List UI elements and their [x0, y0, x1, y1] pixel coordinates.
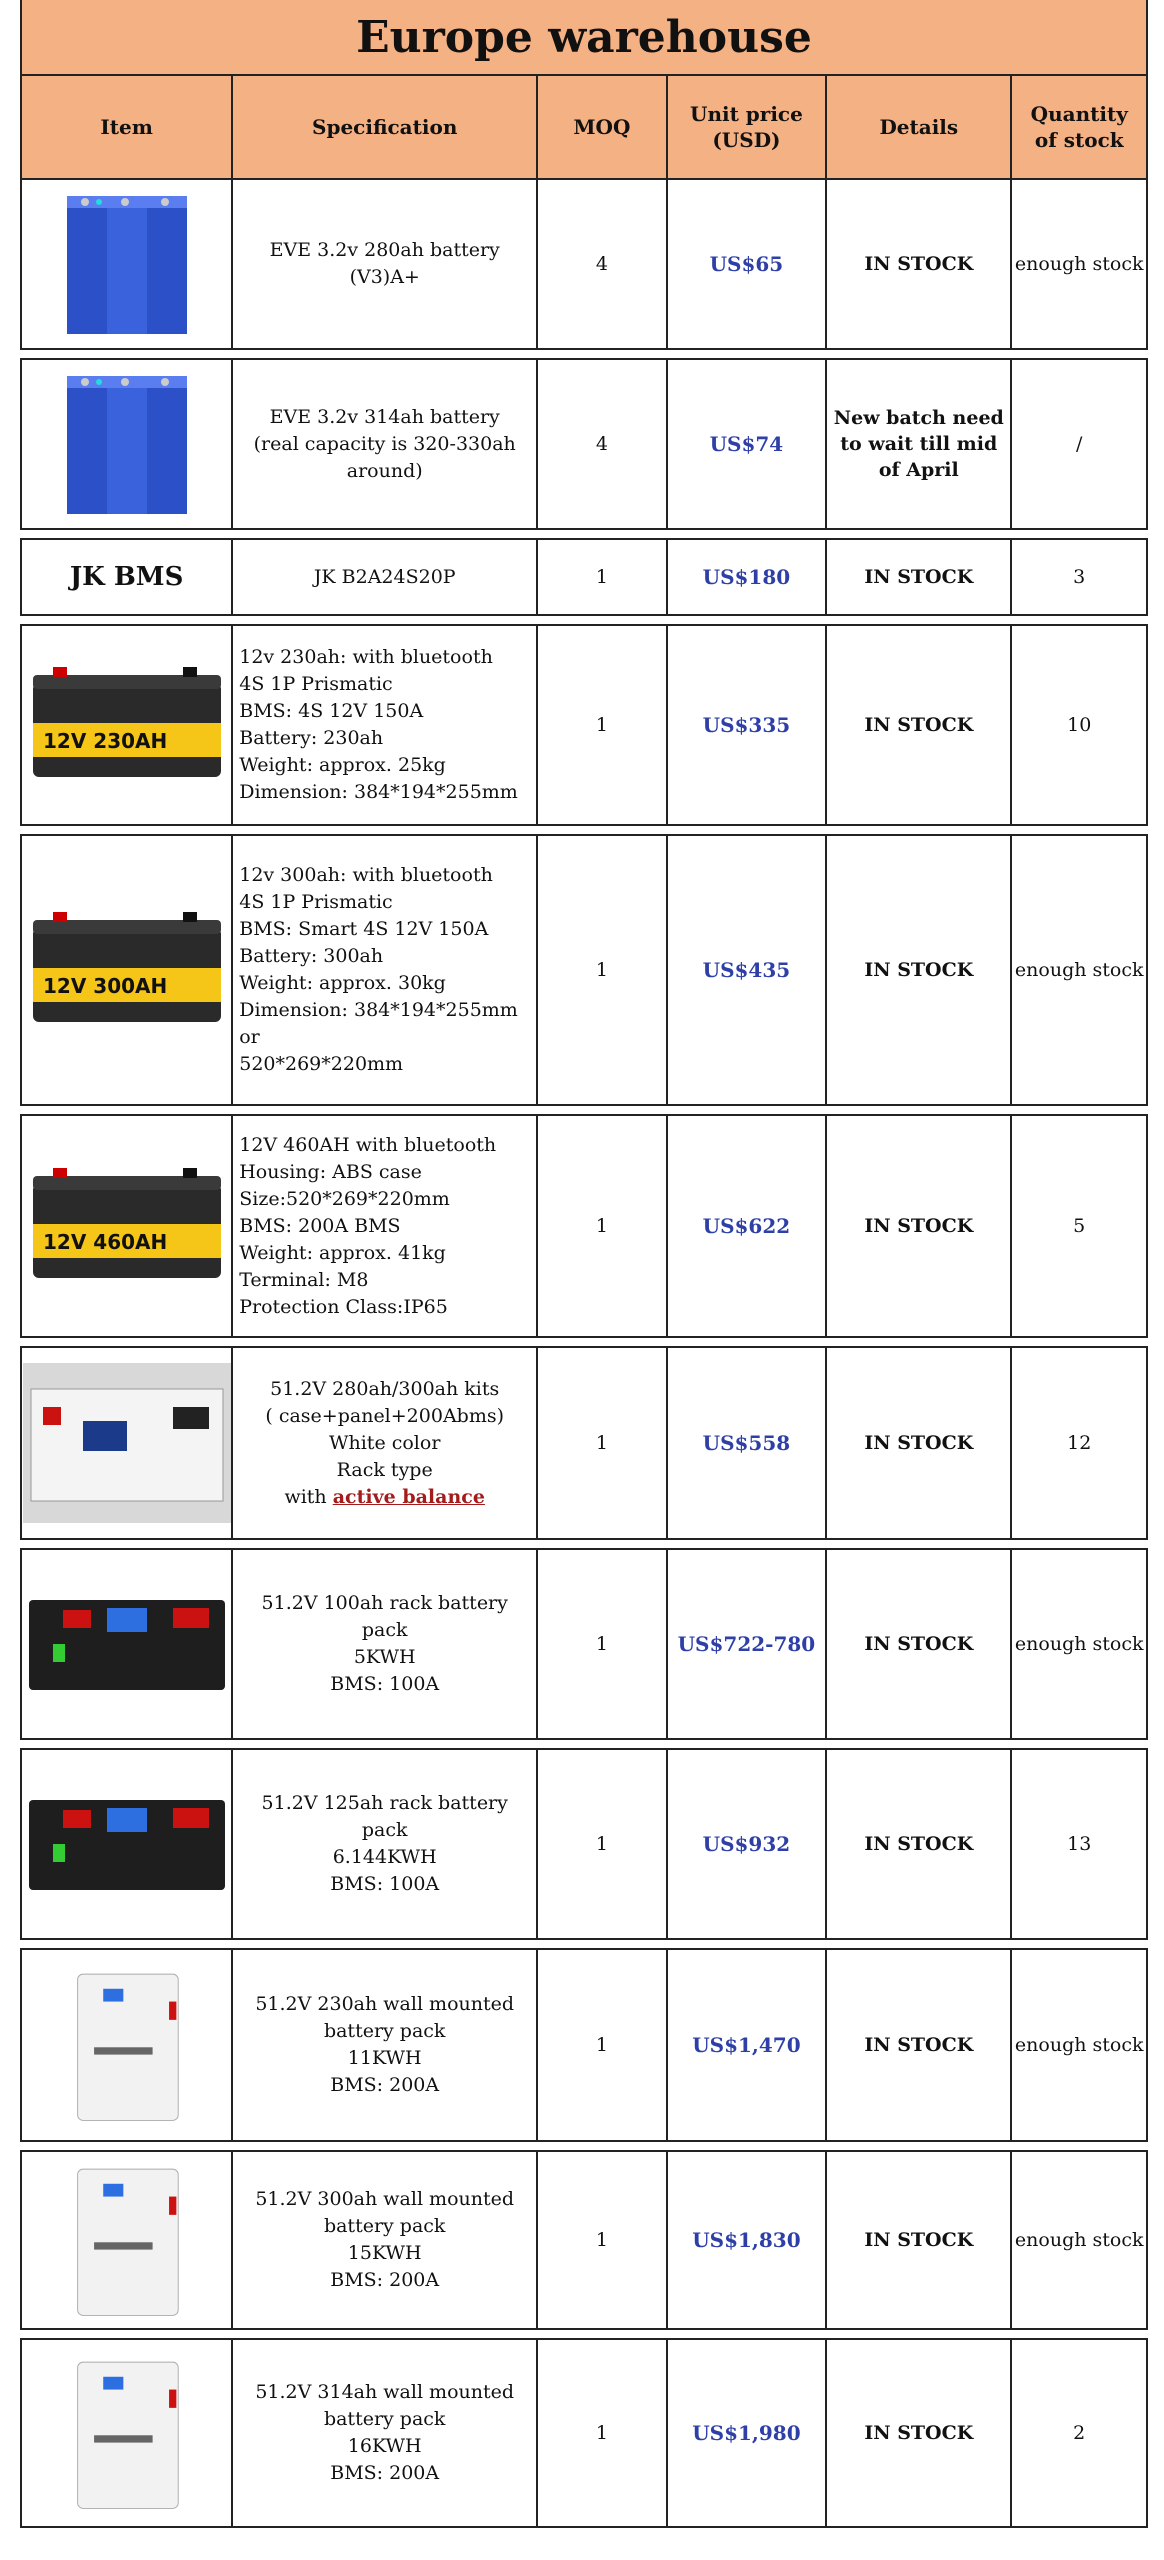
specification-cell	[233, 360, 538, 528]
stock-cell	[1012, 2340, 1146, 2526]
price-cell-text: US$1,980	[692, 2421, 801, 2445]
item-cell	[22, 1348, 233, 1538]
12v-300ah-battery-icon	[23, 890, 231, 1050]
item-cell	[22, 2152, 233, 2328]
price-cell-text: US$558	[702, 1431, 791, 1455]
table-header	[20, 76, 1148, 180]
price-cell-text: US$1,470	[692, 2033, 801, 2057]
header-unit-price: Unit price (USD)	[668, 76, 827, 178]
specification-text: EVE 3.2v 280ah battery (V3)A+	[269, 239, 500, 288]
price-cell	[668, 540, 827, 614]
details-cell	[827, 1950, 1012, 2140]
price-cell-text: US$932	[702, 1832, 791, 1856]
header-details: Details	[827, 76, 1012, 178]
item-cell	[22, 836, 233, 1104]
details-cell-text: IN STOCK	[864, 253, 974, 275]
svg-text:12V 300AH: 12V 300AH	[42, 974, 167, 998]
moq-cell	[538, 180, 668, 348]
table-row	[20, 2150, 1148, 2330]
moq-cell-text: 1	[595, 714, 608, 736]
moq-cell	[538, 836, 668, 1104]
specification-cell	[233, 2340, 538, 2526]
specification-text: 51.2V 230ah wall mounted battery pack 11KWH BMS: 200A	[255, 1993, 515, 2096]
price-cell-text: US$722-780	[677, 1632, 816, 1656]
black-rack-pack-icon	[23, 1564, 231, 1724]
white-wall-pack-icon	[23, 2160, 231, 2320]
moq-cell-text: 4	[595, 433, 608, 455]
moq-cell	[538, 2340, 668, 2526]
stock-cell	[1012, 836, 1146, 1104]
item-cell	[22, 626, 233, 824]
details-cell	[827, 1116, 1012, 1336]
price-cell	[668, 1750, 827, 1938]
table-row	[20, 2338, 1148, 2528]
price-cell	[668, 2340, 827, 2526]
details-cell-text: IN STOCK	[864, 1215, 974, 1237]
item-cell	[22, 1116, 233, 1336]
table-row	[20, 1948, 1148, 2142]
price-cell-text: US$435	[702, 958, 791, 982]
price-cell-text: US$1,830	[692, 2228, 801, 2252]
specification-text: 12v 300ah: with bluetooth 4S 1P Prismatic BMS: Smart 4S 12V 150A Battery: 300ah Weight: approx. 30kg Dimension: 384*194*255mm or 520*269*220mm	[239, 864, 518, 1075]
specification-text: JK B2A24S20P	[313, 565, 456, 588]
specification-cell	[233, 1116, 538, 1336]
specification-text: 51.2V 280ah/300ah kits ( case+panel+200Abms) White color Rack type with active balance	[265, 1377, 505, 1508]
stock-cell	[1012, 540, 1146, 614]
specification-text: 51.2V 125ah rack battery pack 6.144KWH BMS: 100A	[261, 1792, 508, 1895]
moq-cell-text: 1	[595, 959, 608, 981]
item-cell	[22, 540, 233, 614]
moq-cell	[538, 1950, 668, 2140]
details-cell	[827, 360, 1012, 528]
stock-cell	[1012, 360, 1146, 528]
moq-cell-text: 1	[595, 1833, 608, 1855]
stock-cell	[1012, 626, 1146, 824]
stock-cell-text: 2	[1073, 2422, 1086, 2444]
white-wall-pack-icon	[23, 1965, 231, 2125]
blue-prismatic-cells-icon	[23, 184, 231, 344]
price-cell	[668, 1950, 827, 2140]
stock-cell-text: enough stock	[1014, 2034, 1144, 2056]
black-rack-pack-icon	[23, 1764, 231, 1924]
item-cell	[22, 2340, 233, 2526]
stock-cell	[1012, 1348, 1146, 1538]
moq-cell-text: 1	[595, 566, 608, 588]
specification-cell	[233, 1348, 538, 1538]
header-specification: Specification	[233, 76, 538, 178]
details-cell	[827, 1750, 1012, 1938]
moq-cell-text: 4	[595, 253, 608, 275]
12v-230ah-battery-icon	[23, 645, 231, 805]
svg-text:12V 460AH: 12V 460AH	[42, 1230, 167, 1254]
stock-cell-text: enough stock	[1014, 2229, 1144, 2251]
price-cell	[668, 180, 827, 348]
specification-text: 12V 460AH with bluetooth Housing: ABS case Size:520*269*220mm BMS: 200A BMS Weight: approx. 41kg Terminal: M8 Protection Class:IP65	[239, 1133, 497, 1318]
table-title: Europe warehouse	[20, 0, 1148, 76]
stock-cell-text: 10	[1067, 714, 1092, 736]
header-item: Item	[22, 76, 233, 178]
stock-cell	[1012, 1116, 1146, 1336]
specification-text: 51.2V 314ah wall mounted battery pack 16KWH BMS: 200A	[255, 2381, 515, 2484]
item-name: JK BMS	[69, 562, 184, 592]
12v-460ah-battery-icon	[23, 1146, 231, 1306]
price-cell-text: US$622	[702, 1214, 791, 1238]
details-cell-text: IN STOCK	[864, 2229, 974, 2251]
stock-cell-text: 3	[1073, 566, 1086, 588]
moq-cell	[538, 540, 668, 614]
white-wall-pack-icon	[23, 2353, 231, 2513]
specification-text: EVE 3.2v 314ah battery (real capacity is 320-330ah around)	[253, 405, 516, 482]
details-cell	[827, 180, 1012, 348]
moq-cell	[538, 360, 668, 528]
price-cell-text: US$335	[702, 713, 791, 737]
table-row	[20, 1346, 1148, 1540]
details-cell-text: IN STOCK	[864, 714, 974, 736]
details-cell-text: IN STOCK	[864, 1833, 974, 1855]
price-cell	[668, 2152, 827, 2328]
item-cell	[22, 1950, 233, 2140]
stock-cell-text: enough stock	[1014, 959, 1144, 981]
price-cell	[668, 360, 827, 528]
svg-text:12V 230AH: 12V 230AH	[42, 729, 167, 753]
details-cell-text: IN STOCK	[864, 1432, 974, 1454]
stock-cell	[1012, 2152, 1146, 2328]
moq-cell-text: 1	[595, 2229, 608, 2251]
moq-cell	[538, 1116, 668, 1336]
table-row	[20, 834, 1148, 1106]
table-row	[20, 538, 1148, 616]
specification-cell	[233, 2152, 538, 2328]
header-moq: MOQ	[538, 76, 668, 178]
item-cell	[22, 1750, 233, 1938]
details-cell	[827, 1550, 1012, 1738]
moq-cell-text: 1	[595, 2034, 608, 2056]
specification-cell	[233, 626, 538, 824]
details-cell	[827, 1348, 1012, 1538]
moq-cell	[538, 1550, 668, 1738]
stock-cell-text: enough stock	[1014, 253, 1144, 275]
specification-cell	[233, 180, 538, 348]
item-cell	[22, 1550, 233, 1738]
details-cell	[827, 2340, 1012, 2526]
table-row	[20, 624, 1148, 826]
details-cell-text: IN STOCK	[864, 1633, 974, 1655]
price-cell-text: US$180	[702, 565, 791, 589]
header-quantity: Quantity of stock	[1030, 102, 1128, 152]
moq-cell-text: 1	[595, 2422, 608, 2444]
moq-cell	[538, 1750, 668, 1938]
stock-cell-text: 5	[1073, 1215, 1086, 1237]
price-cell-text: US$65	[709, 252, 784, 276]
details-cell-text: New batch need to wait till mid of April	[833, 407, 1004, 481]
stock-cell-text: 13	[1067, 1833, 1092, 1855]
stock-cell	[1012, 180, 1146, 348]
table-row	[20, 180, 1148, 350]
moq-cell	[538, 2152, 668, 2328]
details-cell-text: IN STOCK	[864, 959, 974, 981]
specification-cell	[233, 540, 538, 614]
specification-text: 51.2V 100ah rack battery pack 5KWH BMS: 100A	[261, 1592, 508, 1695]
specification-text: 51.2V 300ah wall mounted battery pack 15KWH BMS: 200A	[255, 2188, 515, 2291]
table-row	[20, 358, 1148, 530]
table-row	[20, 1748, 1148, 1940]
price-cell	[668, 836, 827, 1104]
specification-cell	[233, 1550, 538, 1738]
details-cell	[827, 540, 1012, 614]
details-cell-text: IN STOCK	[864, 566, 974, 588]
details-cell-text: IN STOCK	[864, 2034, 974, 2056]
stock-cell-text: 12	[1067, 1432, 1092, 1454]
stock-cell-text: enough stock	[1014, 1633, 1144, 1655]
warehouse-table	[20, 0, 1148, 2528]
stock-cell-text: /	[1076, 433, 1083, 455]
specification-text: 12v 230ah: with bluetooth 4S 1P Prismatic BMS: 4S 12V 150A Battery: 230ah Weight: approx. 25kg Dimension: 384*194*255mm	[239, 646, 518, 803]
price-cell-text: US$74	[709, 432, 784, 456]
table-row	[20, 1548, 1148, 1740]
specification-cell	[233, 1750, 538, 1938]
stock-cell	[1012, 1550, 1146, 1738]
price-cell	[668, 1348, 827, 1538]
price-cell	[668, 1116, 827, 1336]
moq-cell-text: 1	[595, 1633, 608, 1655]
item-cell	[22, 180, 233, 348]
details-cell	[827, 2152, 1012, 2328]
details-cell	[827, 626, 1012, 824]
stock-cell	[1012, 1750, 1146, 1938]
table-row	[20, 1114, 1148, 1338]
specification-cell	[233, 1950, 538, 2140]
specification-cell	[233, 836, 538, 1104]
moq-cell-text: 1	[595, 1215, 608, 1237]
details-cell-text: IN STOCK	[864, 2422, 974, 2444]
moq-cell	[538, 626, 668, 824]
stock-cell	[1012, 1950, 1146, 2140]
details-cell	[827, 836, 1012, 1104]
moq-cell	[538, 1348, 668, 1538]
white-rack-kit-icon	[23, 1363, 231, 1523]
price-cell	[668, 626, 827, 824]
item-cell	[22, 360, 233, 528]
blue-prismatic-cells-icon	[23, 364, 231, 524]
active-balance-link[interactable]: active balance	[332, 1485, 485, 1508]
table-body	[20, 180, 1148, 2528]
price-cell	[668, 1550, 827, 1738]
moq-cell-text: 1	[595, 1432, 608, 1454]
